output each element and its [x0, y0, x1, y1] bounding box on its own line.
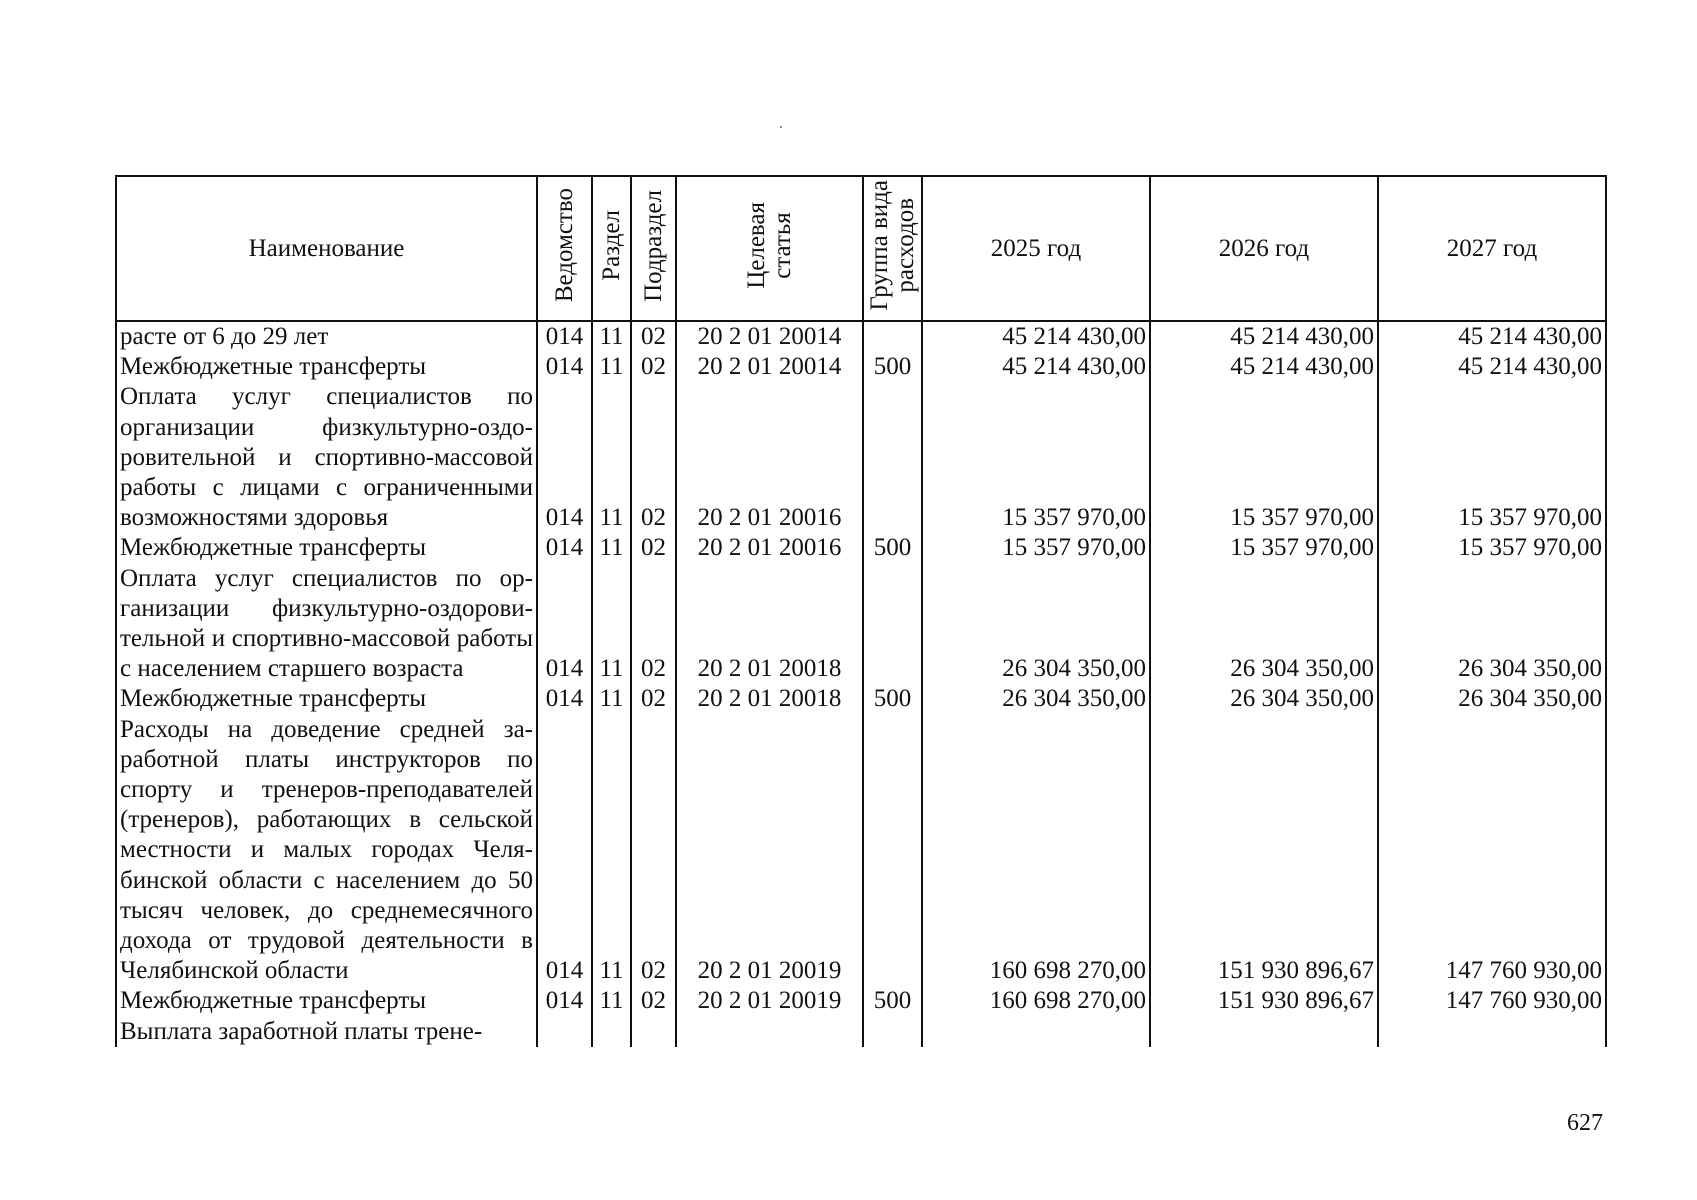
- cell-2026: 26 304 350,00: [1150, 684, 1378, 714]
- cell-target: 20 2 01 20018: [676, 564, 863, 685]
- cell-subsection: 02: [631, 684, 676, 714]
- cell-2027: 15 357 970,00: [1378, 382, 1606, 533]
- cell-dept: 014: [537, 715, 592, 987]
- cell-target: 20 2 01 20016: [676, 533, 863, 563]
- cell-name: Выплата заработной платы трене-: [116, 1017, 537, 1047]
- cell-target: 20 2 01 20014: [676, 352, 863, 382]
- cell-2026: 45 214 430,00: [1150, 321, 1378, 352]
- cell-group: [863, 382, 922, 533]
- cell-target: 20 2 01 20014: [676, 321, 863, 352]
- header-2026: 2026 год: [1150, 176, 1378, 321]
- cell-2027: [1378, 1017, 1606, 1047]
- cell-2025: 45 214 430,00: [922, 321, 1150, 352]
- cell-dept: 014: [537, 533, 592, 563]
- cell-2027: 45 214 430,00: [1378, 321, 1606, 352]
- table-row: [116, 715, 1606, 987]
- cell-section: [592, 1017, 631, 1047]
- cell-target: 20 2 01 20019: [676, 986, 863, 1016]
- table-row: [116, 684, 1606, 714]
- cell-name: Межбюджетные трансферты: [116, 352, 537, 382]
- cell-name: расте от 6 до 29 лет: [116, 321, 537, 352]
- header-2027: 2027 год: [1378, 176, 1606, 321]
- cell-2026: 45 214 430,00: [1150, 352, 1378, 382]
- cell-subsection: 02: [631, 564, 676, 685]
- cell-name: Расходы на доведение средней заработной платы инструкторов по спорту и тренеров-преподавателей (тренеров), работающих в сельской местности и малых городах Челябинской области с населением до 50 тысяч человек, до среднемесячного дохода от трудовой деятельности в Челябинской области: [116, 715, 537, 987]
- cell-dept: 014: [537, 684, 592, 714]
- cell-group: 500: [863, 684, 922, 714]
- cell-group: [863, 1017, 922, 1047]
- cell-2026: 151 930 896,67: [1150, 986, 1378, 1016]
- cell-section: 11: [592, 321, 631, 352]
- cell-2026: 26 304 350,00: [1150, 564, 1378, 685]
- cell-dept: 014: [537, 352, 592, 382]
- table-row: [116, 352, 1606, 382]
- cell-2026: [1150, 1017, 1378, 1047]
- table-row: [116, 1017, 1606, 1047]
- cell-2027: 147 760 930,00: [1378, 715, 1606, 987]
- table-row: [116, 564, 1606, 685]
- cell-subsection: 02: [631, 352, 676, 382]
- cell-2025: 160 698 270,00: [922, 986, 1150, 1016]
- cell-2025: 26 304 350,00: [922, 564, 1150, 685]
- cell-target: 20 2 01 20018: [676, 684, 863, 714]
- header-name: Наименование: [116, 176, 537, 321]
- cell-subsection: 02: [631, 715, 676, 987]
- cell-name: Межбюджетные трансферты: [116, 986, 537, 1016]
- header-target: Целевая статья: [676, 176, 863, 321]
- table-row: [116, 321, 1606, 352]
- cell-2025: 15 357 970,00: [922, 382, 1150, 533]
- cell-2026: 151 930 896,67: [1150, 715, 1378, 987]
- cell-2027: 45 214 430,00: [1378, 352, 1606, 382]
- cell-group: 500: [863, 533, 922, 563]
- scan-speck: [780, 126, 782, 128]
- page-number: 627: [1567, 1110, 1603, 1136]
- cell-group: [863, 321, 922, 352]
- cell-2025: 45 214 430,00: [922, 352, 1150, 382]
- cell-2027: 147 760 930,00: [1378, 986, 1606, 1016]
- cell-2026: 15 357 970,00: [1150, 382, 1378, 533]
- cell-2025: 160 698 270,00: [922, 715, 1150, 987]
- table-row: [116, 533, 1606, 563]
- header-row: [116, 176, 1606, 321]
- cell-2025: [922, 1017, 1150, 1047]
- cell-subsection: 02: [631, 382, 676, 533]
- cell-name: Оплата услуг специалистов по организации физкультурно-оздоровительной и спортивно-массовой работы с населением старшего возраста: [116, 564, 537, 685]
- cell-section: 11: [592, 684, 631, 714]
- cell-dept: 014: [537, 986, 592, 1016]
- cell-subsection: 02: [631, 986, 676, 1016]
- cell-target: 20 2 01 20016: [676, 382, 863, 533]
- header-section: Раздел: [592, 176, 631, 321]
- cell-group: 500: [863, 352, 922, 382]
- cell-target: 20 2 01 20019: [676, 715, 863, 987]
- cell-section: 11: [592, 352, 631, 382]
- cell-target: [676, 1017, 863, 1047]
- cell-dept: 014: [537, 382, 592, 533]
- cell-dept: [537, 1017, 592, 1047]
- cell-name: Межбюджетные трансферты: [116, 533, 537, 563]
- cell-subsection: [631, 1017, 676, 1047]
- cell-dept: 014: [537, 321, 592, 352]
- cell-2025: 26 304 350,00: [922, 684, 1150, 714]
- table-row: [116, 382, 1606, 533]
- cell-section: 11: [592, 533, 631, 563]
- cell-2027: 15 357 970,00: [1378, 533, 1606, 563]
- cell-name: Оплата услуг специалистов по организации физкультурно-оздоровительной и спортивно-массовой работы с лицами с ограниченными возможностями здоровья: [116, 382, 537, 533]
- cell-subsection: 02: [631, 533, 676, 563]
- cell-group: [863, 564, 922, 685]
- cell-section: 11: [592, 382, 631, 533]
- cell-subsection: 02: [631, 321, 676, 352]
- budget-table: [115, 175, 1607, 1047]
- cell-section: 11: [592, 564, 631, 685]
- header-2025: 2025 год: [922, 176, 1150, 321]
- header-dept: Ведомство: [537, 176, 592, 321]
- table-row: [116, 986, 1606, 1016]
- cell-dept: 014: [537, 564, 592, 685]
- cell-2027: 26 304 350,00: [1378, 684, 1606, 714]
- cell-group: 500: [863, 986, 922, 1016]
- cell-group: [863, 715, 922, 987]
- cell-2026: 15 357 970,00: [1150, 533, 1378, 563]
- cell-section: 11: [592, 715, 631, 987]
- cell-name: Межбюджетные трансферты: [116, 684, 537, 714]
- cell-section: 11: [592, 986, 631, 1016]
- cell-2027: 26 304 350,00: [1378, 564, 1606, 685]
- cell-2025: 15 357 970,00: [922, 533, 1150, 563]
- header-subsection: Подраздел: [631, 176, 676, 321]
- header-group: Группа вида расходов: [863, 176, 922, 321]
